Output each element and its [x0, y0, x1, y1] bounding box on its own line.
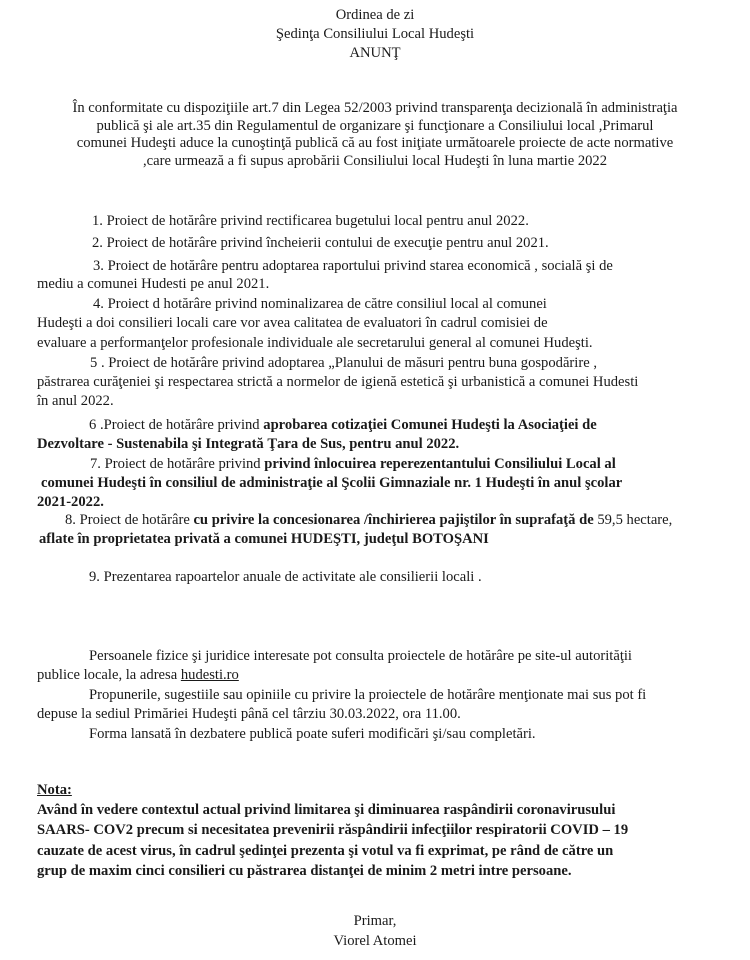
- note-line: SAARS- COV2 precum si necesitatea prevenirii răspândirii infecţiilor respiratorii COVID – 19: [37, 822, 629, 839]
- agenda-item-4-line1: 4. Proiect d hotărâre privind nominalizarea de către consiliul local al comunei: [93, 296, 547, 312]
- signature-role: Primar,: [353, 913, 397, 929]
- agenda-item-4-line2: Hudeşti a doi consilieri locali care vor avea calitatea de evaluatori în cadrul comisiei de: [37, 315, 548, 331]
- consult-line-3: Propunerile, sugestiile sau opiniile cu privire la proiectele de hotărâre menţionate mai sus pot fi: [89, 687, 647, 703]
- note-body: [37, 800, 628, 881]
- agenda-item-9: 9. Prezentarea rapoartelor anuale de activitate ale consilierii locali .: [89, 569, 482, 585]
- agenda-item-2: 2. Proiect de hotărâre privind încheierii contului de execuţie pentru anul 2021.: [92, 235, 549, 251]
- note-line: Având în vedere contextul actual privind limitarea şi diminuarea raspândirii coronavirusului: [37, 802, 616, 818]
- header-council-meeting: Şedinţa Consiliului Local Hudeşti: [275, 26, 475, 42]
- intro-paragraph: [0, 100, 750, 170]
- agenda-item-8-line2: aflate în proprietatea privată a comunei HUDEŞTI, judeţul BOTOŞANI: [39, 531, 489, 547]
- note-title: Nota:: [37, 782, 72, 798]
- intro-line: publică şi ale art.35 din Regulamentul de organizare şi funcţionare a Consiliului local ,Primarul: [96, 117, 654, 134]
- consult-line-2: [37, 667, 239, 685]
- header-agenda: Ordinea de zi: [335, 7, 415, 23]
- agenda-item-5-line1: 5 . Proiect de hotărâre privind adoptarea „Planului de măsuri pentru buna gospodărire ,: [90, 355, 597, 371]
- agenda-item-8-bold: cu privire la concesionarea /închirierea pajiştilor în suprafaţă de: [193, 512, 594, 528]
- agenda-item-7-line1: [90, 456, 616, 474]
- agenda-item-7-prefix: 7. Proiect de hotărâre privind: [90, 456, 265, 472]
- agenda-item-4-line3: evaluare a performanţelor profesionale individuale ale secretarului general al comunei Hudeşti.: [37, 335, 593, 351]
- website-link[interactable]: hudesti.ro: [180, 667, 239, 683]
- header-announcement: ANUNŢ: [349, 45, 401, 61]
- agenda-item-5-line2: păstrarea curăţeniei şi respectarea strictă a normelor de igienă estetică şi urbanistică a comunei Hudesti: [37, 374, 639, 390]
- agenda-item-8-suffix: 59,5 hectare,: [593, 512, 673, 528]
- consult-line-5: Forma lansată în dezbatere publică poate suferi modificări şi/sau completări.: [89, 726, 536, 742]
- agenda-item-6-bold: aprobarea cotizaţiei Comunei Hudeşti la Asociaţiei de: [263, 417, 597, 433]
- signature-name: Viorel Atomei: [333, 933, 417, 949]
- intro-line: ,care urmează a fi supus aprobării Consiliului local Hudeşti în luna martie 2022: [142, 152, 608, 169]
- agenda-item-6-line2: Dezvoltare - Sustenabila şi Integrată Ţara de Sus, pentru anul 2022.: [37, 436, 460, 452]
- agenda-item-8-prefix: 8. Proiect de hotărâre: [65, 512, 194, 528]
- agenda-item-1: 1. Proiect de hotărâre privind rectificarea bugetului local pentru anul 2022.: [92, 213, 529, 229]
- intro-line: comunei Hudeşti aduce la cunoştinţă publică că au fost iniţiate următoarele proiecte de acte normative: [76, 135, 674, 151]
- agenda-item-8-line1: [65, 512, 672, 530]
- agenda-item-7-bold: privind înlocuirea reperezentantului Consiliului Local al: [264, 456, 616, 472]
- agenda-item-7-line2: comunei Hudeşti în consiliul de administraţie al Şcolii Gimnaziale nr. 1 Hudeşti în anul şcolar: [41, 475, 623, 491]
- consult-prefix: publice locale, la adresa: [37, 667, 181, 683]
- consult-line-4: depuse la sediul Primăriei Hudeşti până cel târziu 30.03.2022, ora 11.00.: [37, 706, 461, 722]
- agenda-item-6-prefix: 6 .Proiect de hotărâre privind: [89, 417, 264, 433]
- consult-line-1: Persoanele fizice şi juridice interesate pot consulta proiectele de hotărâre pe site-ul autorităţii: [89, 648, 632, 664]
- agenda-item-5-line3: în anul 2022.: [37, 393, 114, 409]
- note-line: cauzate de acest virus, în cadrul şedinţei prezenta şi votul va fi exprimat, pe rând de către un: [37, 842, 614, 859]
- agenda-item-6-line1: [89, 417, 597, 435]
- agenda-item-7-line3: 2021-2022.: [37, 494, 104, 510]
- intro-line: În conformitate cu dispoziţiile art.7 din Legea 52/2003 privind transparenţa decizională în administraţia: [72, 100, 678, 116]
- note-line: grup de maxim cinci consilieri cu păstrarea distanţei de minim 2 metri intre persoane.: [37, 862, 572, 879]
- agenda-item-3-line2: mediu a comunei Hudesti pe anul 2021.: [37, 276, 270, 292]
- agenda-item-3-line1: 3. Proiect de hotărâre pentru adoptarea raportului privind starea economică , socială şi de: [93, 258, 613, 274]
